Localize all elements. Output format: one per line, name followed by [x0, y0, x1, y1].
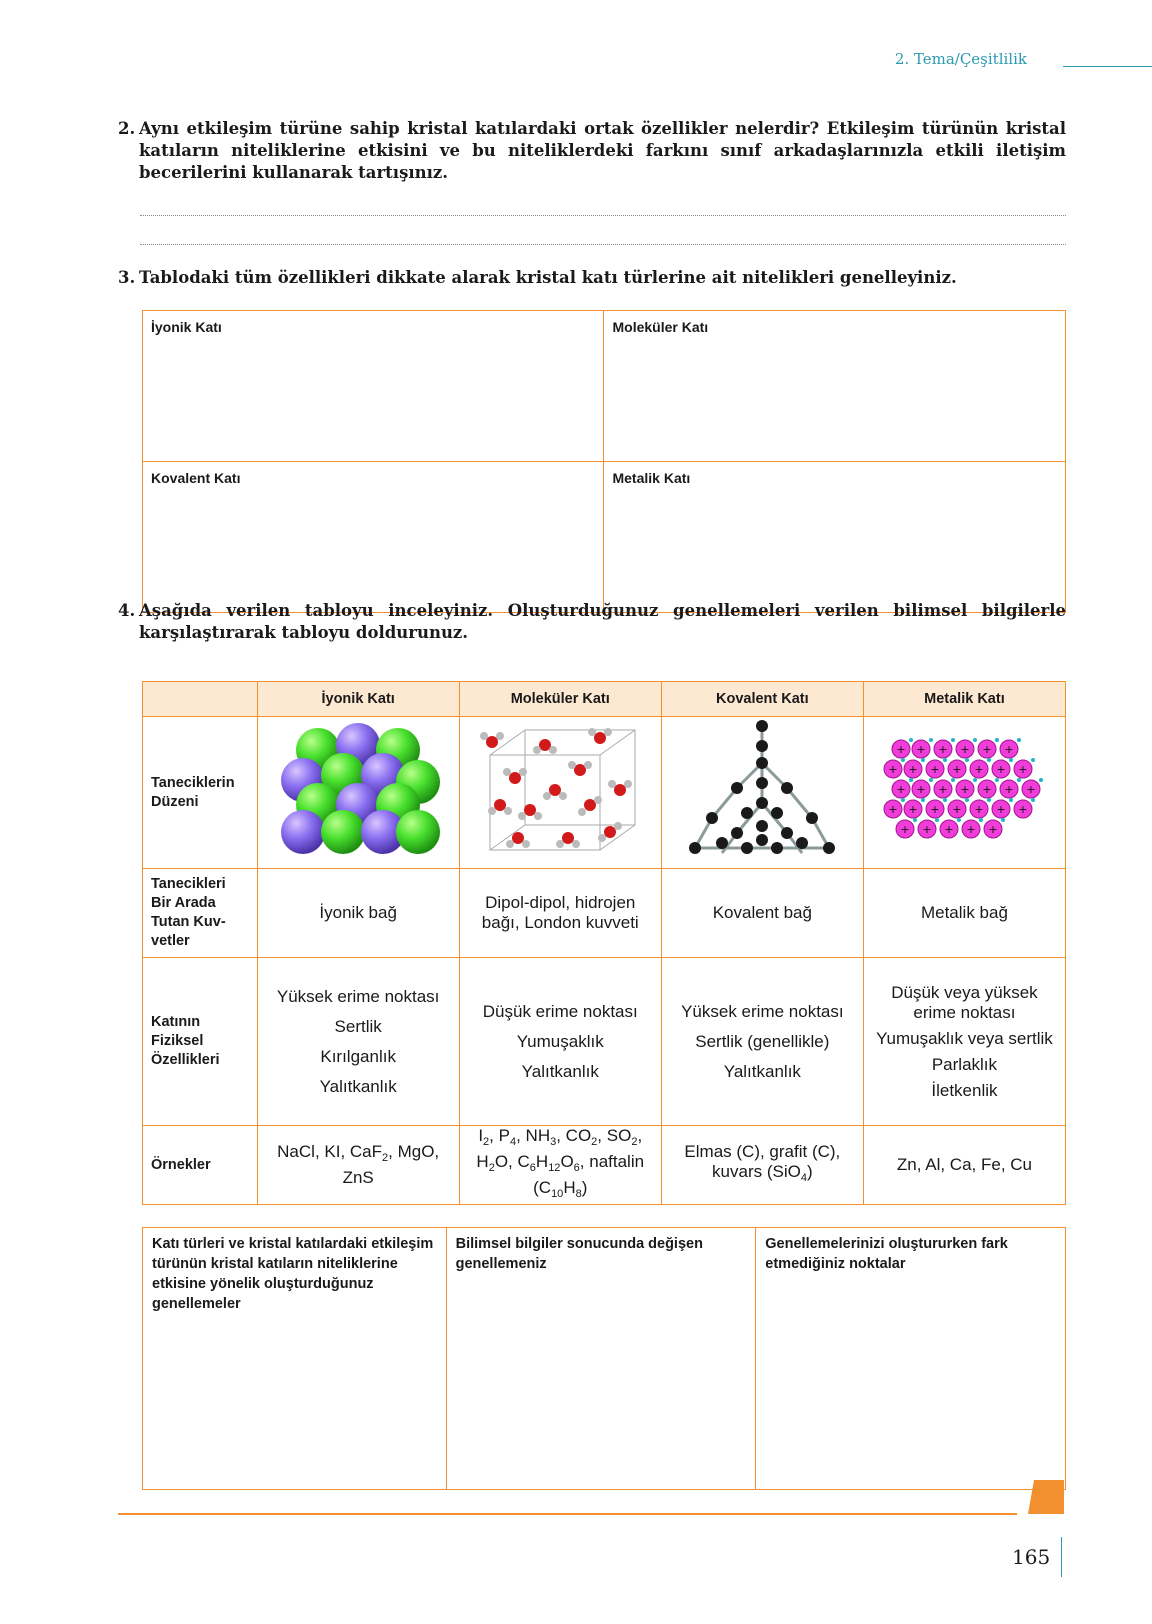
electron-dot — [951, 778, 955, 782]
electron-dot — [951, 738, 955, 742]
m2-s3: 6 — [529, 1162, 536, 1174]
examples-covalent — [661, 1126, 863, 1205]
electron-dot — [1031, 758, 1035, 762]
electron-dot — [921, 758, 925, 762]
reflection-col1-label: Katı türleri ve kristal katılardaki etkileşim türünün kristal katıların niteliklerine etkisine yönelik oluşturduğunuz genellemeler — [152, 1236, 434, 1312]
m1-t0: I — [478, 1126, 484, 1145]
physical-metallic — [863, 958, 1065, 1126]
plus-sign-icon: + — [974, 803, 985, 816]
electron-dot — [973, 778, 977, 782]
m1-s5: 3 — [550, 1136, 557, 1148]
m3-t2: H — [563, 1178, 576, 1197]
metallic-lattice-illustration — [879, 735, 1049, 845]
plus-sign-icon: + — [916, 743, 927, 756]
examples-ionic-a: NaCl, KI, CaF — [277, 1142, 383, 1161]
m1-t4: , NH — [516, 1126, 551, 1145]
plus-sign-icon: + — [996, 803, 1007, 816]
electron-dot — [987, 798, 991, 802]
question-4-number: 4. — [118, 601, 136, 620]
footer-rule — [118, 1513, 1017, 1515]
electron-dot — [957, 818, 961, 822]
forces-molecular: Dipol-dipol, hidrojen bağı, London kuvveti — [459, 869, 661, 958]
electron-dot — [921, 798, 925, 802]
covalent-lattice-illustration — [687, 718, 837, 863]
physical-metallic-2: Yumuşaklık veya sertlik — [876, 1028, 1053, 1048]
electron-dot — [1017, 738, 1021, 742]
physical-molecular-1: Düşük erime noktası — [482, 1001, 638, 1021]
plus-sign-icon: + — [888, 803, 899, 816]
electron-dot — [1009, 798, 1013, 802]
electron-dot — [965, 798, 969, 802]
plus-sign-icon: + — [908, 803, 919, 816]
plus-sign-icon: + — [1018, 803, 1029, 816]
question-2 — [118, 118, 1066, 184]
reflection-col-unnoticed[interactable] — [756, 1228, 1066, 1490]
electron-dot — [901, 758, 905, 762]
cell-covalent[interactable] — [143, 462, 604, 613]
examples-covalent-sub: 4 — [800, 1172, 807, 1184]
plus-sign-icon: + — [896, 743, 907, 756]
corner-cell — [143, 682, 258, 717]
electron-dot — [1009, 758, 1013, 762]
row-header-forces: Tanecikleri Bir Arada Tutan Kuvvetler — [143, 869, 258, 958]
question-2-text: Aynı etkileşim türüne sahip kristal katılardaki ortak özellikler nelerdir? Etkileşim türünün kristal katıların niteliklerine etkisini ve bu niteliklerdeki farkını sınıf arkadaşlarınızla etkili iletişim becerilerini kullanarak tartışınız. — [139, 119, 1066, 182]
header-tema: 2. Tema/Çeşitlilik — [894, 50, 1027, 68]
plus-sign-icon: + — [952, 763, 963, 776]
m3-s3: 8 — [575, 1188, 582, 1200]
page-number-bar — [1061, 1537, 1062, 1577]
m2-s7: 6 — [573, 1162, 580, 1174]
m2-t6: O — [560, 1152, 574, 1171]
reflection-col-changed[interactable] — [446, 1228, 756, 1490]
cell-molecular[interactable] — [604, 311, 1066, 462]
row-header-physical: Katının Fiziksel Özellikleri — [143, 958, 258, 1126]
examples-molecular-line2 — [460, 1152, 661, 1178]
physical-metallic-3: Parlaklık — [931, 1054, 998, 1074]
electron-dot — [1017, 778, 1021, 782]
m2-t2: O, C — [494, 1152, 530, 1171]
plus-sign-icon: + — [982, 743, 993, 756]
m1-s7: 2 — [591, 1136, 598, 1148]
examples-ionic-sub: 2 — [382, 1152, 389, 1164]
electron-dot — [1001, 818, 1005, 822]
footer-orange-tab — [1028, 1480, 1064, 1514]
plus-sign-icon: + — [960, 743, 971, 756]
page-number: 165 — [1012, 1545, 1051, 1569]
plus-sign-icon: + — [974, 763, 985, 776]
examples-metallic: Zn, Al, Ca, Fe, Cu — [863, 1126, 1065, 1205]
question-3 — [118, 267, 1066, 289]
physical-ionic-4: Yalıtkanlık — [319, 1076, 397, 1096]
cell-ionic-label: İyonik Katı — [151, 319, 222, 335]
plus-sign-icon: + — [1018, 763, 1029, 776]
plus-sign-icon: + — [952, 803, 963, 816]
molecular-lattice-illustration — [470, 720, 650, 860]
examples-covalent-b: ) — [806, 1162, 813, 1181]
col-header-molecular: Moleküler Katı — [459, 682, 661, 717]
reflection-col2-label: Bilimsel bilgiler sonucunda değişen genellemeniz — [455, 1236, 703, 1272]
electron-dot — [1031, 798, 1035, 802]
col-header-metallic: Metalik Katı — [863, 682, 1065, 717]
plus-sign-icon: + — [922, 823, 933, 836]
m1-t2: , P — [489, 1126, 510, 1145]
m1-t8: , SO — [597, 1126, 632, 1145]
molecular-lattice-image — [459, 717, 661, 869]
physical-molecular-2: Yumuşaklık — [516, 1031, 604, 1051]
cell-ionic[interactable] — [143, 311, 604, 462]
plus-sign-icon: + — [930, 803, 941, 816]
ionic-lattice-illustration — [273, 720, 443, 860]
electron-dot — [943, 758, 947, 762]
plus-sign-icon: + — [930, 763, 941, 776]
m3-s1: 10 — [551, 1188, 564, 1200]
question-3-text: Tablodaki tüm özellikleri dikkate alarak kristal katı türlerine ait nitelikleri genelleyiniz. — [139, 268, 957, 287]
plus-sign-icon: + — [1004, 783, 1015, 796]
physical-ionic-1: Yüksek erime noktası — [276, 986, 440, 1006]
plus-sign-icon: + — [988, 823, 999, 836]
physical-molecular-3: Yalıtkanlık — [521, 1061, 599, 1081]
m1-t6: , CO — [556, 1126, 592, 1145]
m2-s5: 12 — [548, 1162, 561, 1174]
electron-dot — [909, 778, 913, 782]
forces-ionic: İyonik bağ — [257, 869, 459, 958]
electron-dot — [995, 738, 999, 742]
m2-t0: H — [476, 1152, 489, 1171]
generalization-table — [142, 310, 1066, 613]
plus-sign-icon: + — [944, 823, 955, 836]
electron-dot — [973, 738, 977, 742]
plus-sign-icon: + — [916, 783, 927, 796]
examples-covalent-a: Elmas (C), grafit (C), kuvars (SiO — [684, 1142, 841, 1181]
plus-sign-icon: + — [1026, 783, 1037, 796]
plus-sign-icon: + — [966, 823, 977, 836]
answer-line-1[interactable] — [140, 215, 1066, 216]
question-4-text: Aşağıda verilen tabloyu inceleyiniz. Oluşturduğunuz genellemeleri verilen bilimsel bilgilerle karşılaştırarak tabloyu doldurunuz. — [139, 601, 1066, 642]
covalent-lattice-image — [661, 717, 863, 869]
examples-molecular-line1 — [460, 1126, 661, 1152]
examples-ionic-b: , MgO, ZnS — [342, 1142, 440, 1187]
solids-table — [142, 681, 1066, 1205]
plus-sign-icon: + — [938, 743, 949, 756]
reflection-table — [142, 1227, 1066, 1490]
plus-sign-icon: + — [888, 763, 899, 776]
electron-dot — [913, 818, 917, 822]
physical-molecular — [459, 958, 661, 1126]
m3-t0: (C — [533, 1178, 552, 1197]
electron-dot — [901, 798, 905, 802]
col-header-covalent: Kovalent Katı — [661, 682, 863, 717]
metallic-lattice-image — [863, 717, 1065, 869]
question-2-number: 2. — [118, 119, 136, 138]
cell-metallic[interactable] — [604, 462, 1066, 613]
header-rule — [1063, 66, 1152, 67]
electron-dot — [929, 778, 933, 782]
reflection-col3-label: Genellemelerinizi oluştururken fark etmediğiniz noktalar — [765, 1236, 1008, 1272]
physical-covalent — [661, 958, 863, 1126]
question-3-number: 3. — [118, 268, 136, 287]
physical-covalent-1: Yüksek erime noktası — [681, 1001, 844, 1021]
physical-covalent-2: Sertlik (genellikle) — [695, 1031, 830, 1051]
plus-sign-icon: + — [1004, 743, 1015, 756]
row-header-examples: Örnekler — [143, 1126, 258, 1205]
plus-sign-icon: + — [938, 783, 949, 796]
question-4 — [118, 600, 1066, 644]
m2-s1: 2 — [488, 1162, 495, 1174]
forces-metallic: Metalik bağ — [863, 869, 1065, 958]
ionic-lattice-image — [257, 717, 459, 869]
electron-dot — [1039, 778, 1043, 782]
physical-metallic-4: İletkenlik — [931, 1080, 998, 1100]
cell-metallic-label: Metalik Katı — [612, 470, 691, 486]
examples-molecular-line3 — [460, 1178, 661, 1204]
forces-covalent: Kovalent bağ — [661, 869, 863, 958]
plus-sign-icon: + — [908, 763, 919, 776]
electron-dot — [995, 778, 999, 782]
cell-covalent-label: Kovalent Katı — [151, 470, 241, 486]
electron-dot — [965, 758, 969, 762]
col-header-ionic: İyonik Katı — [257, 682, 459, 717]
row-header-order: Taneciklerin Düzeni — [143, 717, 258, 869]
examples-molecular — [459, 1126, 661, 1205]
cell-molecular-label: Moleküler Katı — [612, 319, 709, 335]
electron-dot — [935, 818, 939, 822]
plus-sign-icon: + — [900, 823, 911, 836]
physical-metallic-1: Düşük veya yüksek erime noktası — [891, 982, 1038, 1022]
plus-sign-icon: + — [960, 783, 971, 796]
electron-dot — [979, 818, 983, 822]
physical-covalent-3: Yalıtkanlık — [723, 1061, 801, 1081]
plus-sign-icon: + — [996, 763, 1007, 776]
examples-ionic — [257, 1126, 459, 1205]
electron-dot — [909, 738, 913, 742]
plus-sign-icon: + — [982, 783, 993, 796]
m2-t8: , naftalin — [579, 1152, 645, 1171]
answer-line-2[interactable] — [140, 244, 1066, 245]
m3-t4: ) — [581, 1178, 588, 1197]
m1-s3: 4 — [509, 1136, 517, 1148]
physical-ionic-2: Sertlik — [334, 1016, 382, 1036]
electron-dot — [943, 798, 947, 802]
physical-ionic — [257, 958, 459, 1126]
m1-s9: 2 — [631, 1136, 638, 1148]
plus-sign-icon: + — [896, 783, 907, 796]
electron-dot — [929, 738, 933, 742]
reflection-col-generalizations[interactable] — [143, 1228, 447, 1490]
m1-t10: , — [637, 1126, 643, 1145]
electron-dot — [987, 758, 991, 762]
m2-t4: H — [535, 1152, 549, 1171]
physical-ionic-3: Kırılganlık — [320, 1046, 396, 1066]
m1-s1: 2 — [483, 1136, 490, 1148]
